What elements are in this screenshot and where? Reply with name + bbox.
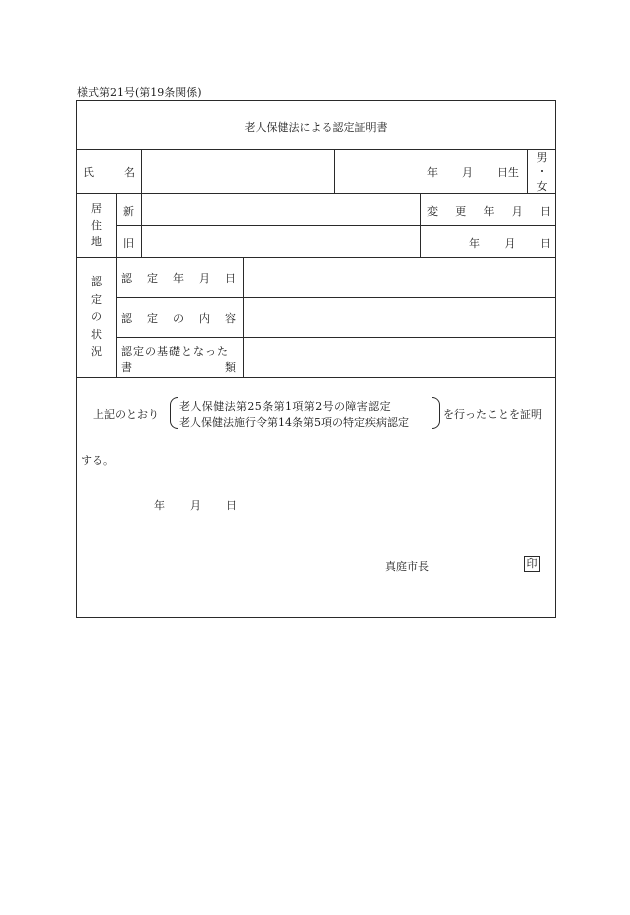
certification-basis-label: 認定の基礎となった [121,345,229,358]
residence-new-label: 新 [123,205,134,218]
right-brace [432,397,440,429]
name-label-shi: 氏 [83,166,94,179]
certification-status-label: 認 定 の 状 況 [91,275,102,359]
divider [77,377,555,378]
statement-option-disability: 老人保健法第25条第1項第2号の障害認定 [179,400,391,413]
name-field[interactable] [142,150,334,193]
sex-selection[interactable] [529,151,555,194]
residence-old-label: 旧 [123,237,134,250]
old-address-date: 年 月 日 [469,237,551,250]
certificate-title: 老人保健法による認定証明書 [244,121,388,134]
birth-month-label: 月 [462,166,473,179]
certificate-frame [76,100,556,618]
statement-continuation: する。 [81,454,114,467]
seal-mark: 印 [524,556,540,572]
sex-female: 女 [536,179,548,193]
issue-month-label: 月 [190,499,201,512]
certification-date-field[interactable] [244,258,555,297]
issue-year-label: 年 [154,499,165,512]
statement-option-disease: 老人保健法施行令第14条第5項の特定疾病認定 [179,416,409,429]
residence-label: 居 住 地 [91,202,102,248]
old-address-field[interactable] [142,226,420,257]
issue-day-label: 日 [226,499,237,512]
certification-content-field[interactable] [244,298,555,337]
left-brace [170,397,178,429]
birth-year-label: 年 [427,166,438,179]
sex-separator: ・ [536,165,548,179]
change-date-label: 変 更 年 月 日 [427,205,551,218]
divider [527,149,528,193]
statement-prefix: 上記のとおり [93,408,159,421]
divider [420,193,421,257]
new-address-field[interactable] [142,194,420,225]
certification-basis-field[interactable] [244,338,555,377]
certification-basis-label-line2: 書 類 [121,361,236,374]
statement-suffix: を行ったことを証明 [443,408,542,421]
divider [116,257,117,377]
divider [334,149,335,193]
name-label-mei: 名 [124,166,135,179]
certification-content-label: 認 定 の 内 容 [121,312,236,325]
divider [116,193,117,257]
issuer-name: 真庭市長 [385,560,429,573]
form-number: 様式第21号(第19条関係) [77,86,202,99]
certification-date-label: 認 定 年 月 日 [121,272,236,285]
birth-day-label: 日生 [497,166,519,179]
sex-male: 男 [536,151,548,164]
